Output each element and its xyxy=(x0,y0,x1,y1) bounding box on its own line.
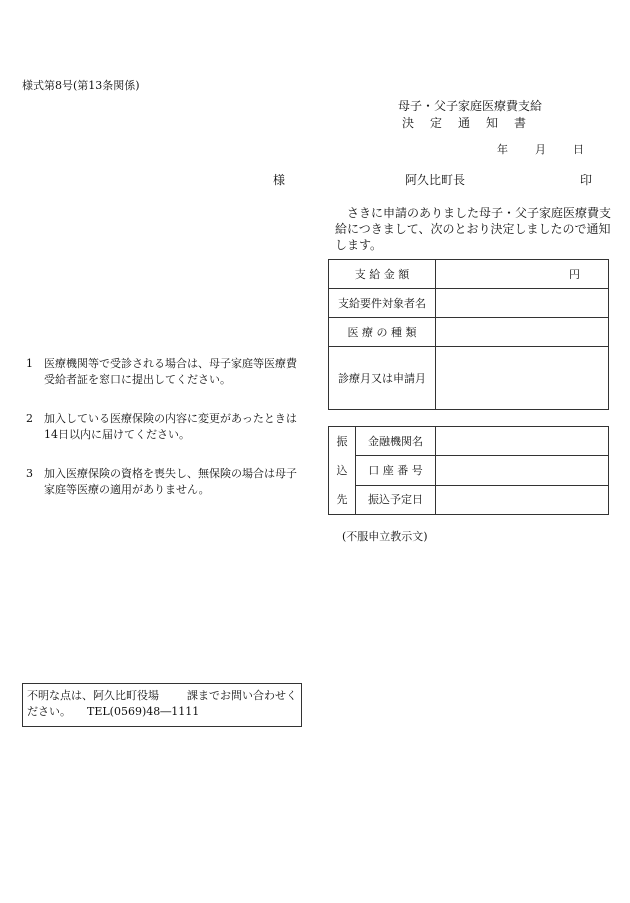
contact-phone: TEL(0569)48―1111 xyxy=(87,705,200,718)
medical-type-label: 医 療 の 種 類 xyxy=(329,318,436,347)
addressee-suffix: 様 xyxy=(273,173,286,187)
note-number: 3 xyxy=(26,467,33,480)
medical-type-value xyxy=(436,318,609,347)
seal-mark: 印 xyxy=(580,173,593,187)
note-number: 2 xyxy=(26,412,33,425)
table-row xyxy=(329,427,609,456)
list-item xyxy=(26,411,301,443)
document-title-line2: 決定通知書 xyxy=(402,116,543,130)
list-item xyxy=(26,466,301,498)
contact-box xyxy=(22,683,302,727)
payment-amount-value: 円 xyxy=(436,260,609,289)
document-title-line1: 母子・父子家庭医療費支給 xyxy=(398,99,543,113)
transfer-date-value xyxy=(436,485,609,514)
objection-notice: (不服申立教示文) xyxy=(342,530,428,543)
form-number: 様式第8号(第13条関係) xyxy=(22,79,140,92)
table-row xyxy=(329,289,609,318)
table-row xyxy=(329,456,609,485)
account-number-value xyxy=(436,456,609,485)
list-item xyxy=(26,356,301,388)
transfer-date-label: 振込予定日 xyxy=(356,485,436,514)
treatment-month-value xyxy=(436,347,609,410)
date-month-label: 月 xyxy=(535,143,546,156)
note-text: 医療機関等で受診される場合は、母子家庭等医療費受給者証を窓口に提出してください。 xyxy=(44,357,297,386)
recipient-name-label: 支給要件対象者名 xyxy=(329,289,436,318)
table-row xyxy=(329,260,609,289)
bank-name-value xyxy=(436,427,609,456)
bank-transfer-table xyxy=(328,426,609,515)
note-text: 加入医療保険の資格を喪失し、無保険の場合は母子家庭等医療の適用がありません。 xyxy=(44,467,297,496)
table-row xyxy=(329,485,609,514)
contact-text-inquiry: 課までお問い合わせください。 xyxy=(27,689,297,718)
intro-paragraph: さきに申請のありました母子・父子家庭医療費支給につきまして、次のとおり決定しましたので通知します。 xyxy=(335,206,612,252)
recipient-name-value xyxy=(436,289,609,318)
notes-list xyxy=(26,356,301,521)
account-number-label: 口 座 番 号 xyxy=(356,456,436,485)
transfer-destination-heading: 振 込 先 xyxy=(329,427,356,515)
contact-text-office: 不明な点は、阿久比町役場 xyxy=(27,689,159,702)
issue-date xyxy=(497,144,611,155)
payment-amount-label: 支 給 金 額 xyxy=(329,260,436,289)
table-row xyxy=(329,318,609,347)
bank-name-label: 金融機関名 xyxy=(356,427,436,456)
table-row xyxy=(329,347,609,410)
payment-details-table xyxy=(328,259,609,410)
date-day-label: 日 xyxy=(573,143,584,156)
date-year-label: 年 xyxy=(497,143,508,156)
treatment-month-label: 診療月又は申請月 xyxy=(329,347,436,410)
issuer-name: 阿久比町長 xyxy=(405,173,466,187)
note-number: 1 xyxy=(26,357,33,370)
note-text: 加入している医療保険の内容に変更があったときは14日以内に届けてください。 xyxy=(44,412,297,441)
